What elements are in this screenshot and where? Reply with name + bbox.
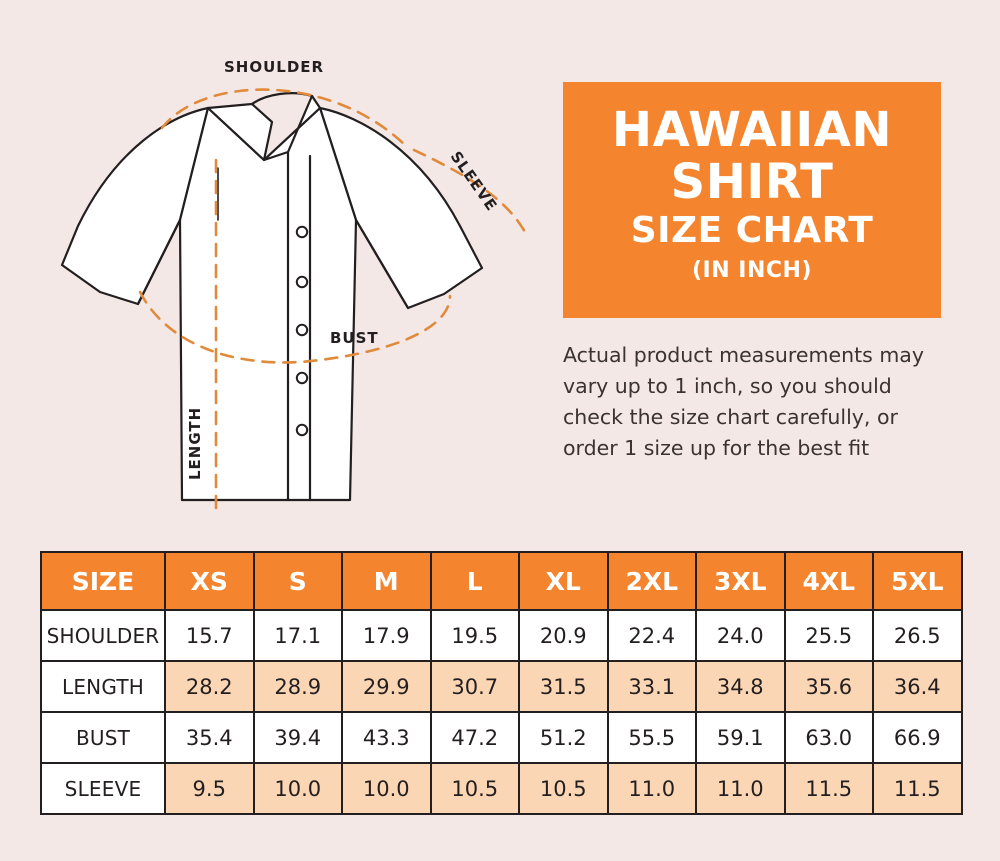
table-row — [41, 712, 962, 763]
row-label-sleeve: SLEEVE — [41, 763, 165, 814]
title-shirt: SHIRT — [670, 154, 834, 210]
cell-bust-4xl: 63.0 — [785, 712, 874, 763]
row-label-shoulder: SHOULDER — [41, 610, 165, 661]
column-header-xs: XS — [165, 552, 254, 610]
description-text: Actual product measurements may vary up to 1 inch, so you should check the size chart carefully, or order 1 size up for the best fit — [563, 343, 924, 460]
shoulder-label: SHOULDER — [224, 58, 325, 76]
cell-sleeve-s: 10.0 — [254, 763, 343, 814]
shirt-illustration — [20, 20, 540, 520]
cell-length-xs: 28.2 — [165, 661, 254, 712]
cell-length-5xl: 36.4 — [873, 661, 962, 712]
column-header-5xl: 5XL — [873, 552, 962, 610]
cell-length-xl: 31.5 — [519, 661, 608, 712]
cell-shoulder-xs: 15.7 — [165, 610, 254, 661]
cell-length-m: 29.9 — [342, 661, 431, 712]
cell-sleeve-xs: 9.5 — [165, 763, 254, 814]
column-header-2xl: 2XL — [608, 552, 697, 610]
cell-bust-m: 43.3 — [342, 712, 431, 763]
button-2 — [297, 277, 307, 287]
cell-bust-xl: 51.2 — [519, 712, 608, 763]
column-header-l: L — [431, 552, 520, 610]
cell-sleeve-m: 10.0 — [342, 763, 431, 814]
cell-sleeve-4xl: 11.5 — [785, 763, 874, 814]
cell-shoulder-m: 17.9 — [342, 610, 431, 661]
cell-bust-s: 39.4 — [254, 712, 343, 763]
button-5 — [297, 425, 307, 435]
cell-length-s: 28.9 — [254, 661, 343, 712]
row-label-bust: BUST — [41, 712, 165, 763]
cell-sleeve-l: 10.5 — [431, 763, 520, 814]
button-1 — [297, 227, 307, 237]
table-row — [41, 763, 962, 814]
row-label-length: LENGTH — [41, 661, 165, 712]
column-header-m: M — [342, 552, 431, 610]
column-header-xl: XL — [519, 552, 608, 610]
cell-shoulder-4xl: 25.5 — [785, 610, 874, 661]
cell-length-l: 30.7 — [431, 661, 520, 712]
title-hawaiian: HAWAIIAN — [611, 102, 893, 158]
size-table-wrapper — [40, 551, 960, 815]
shirt-body-shape — [180, 108, 356, 500]
cell-bust-xs: 35.4 — [165, 712, 254, 763]
cell-sleeve-3xl: 11.0 — [696, 763, 785, 814]
column-header-size: SIZE — [41, 552, 165, 610]
cell-bust-l: 47.2 — [431, 712, 520, 763]
column-header-4xl: 4XL — [785, 552, 874, 610]
cell-sleeve-5xl: 11.5 — [873, 763, 962, 814]
sleeve-label: SLEEVE — [446, 147, 501, 215]
bust-label: BUST — [330, 329, 379, 347]
column-header-3xl: 3XL — [696, 552, 785, 610]
table-header-row — [41, 552, 962, 610]
title-unit: (IN INCH) — [691, 258, 813, 283]
button-4 — [297, 373, 307, 383]
cell-shoulder-s: 17.1 — [254, 610, 343, 661]
cell-bust-5xl: 66.9 — [873, 712, 962, 763]
cell-length-4xl: 35.6 — [785, 661, 874, 712]
shirt-diagram-svg — [20, 20, 540, 520]
cell-shoulder-l: 19.5 — [431, 610, 520, 661]
cell-sleeve-xl: 10.5 — [519, 763, 608, 814]
cell-sleeve-2xl: 11.0 — [608, 763, 697, 814]
cell-shoulder-xl: 20.9 — [519, 610, 608, 661]
table-row — [41, 610, 962, 661]
cell-bust-3xl: 59.1 — [696, 712, 785, 763]
cell-shoulder-3xl: 24.0 — [696, 610, 785, 661]
length-label: LENGTH — [186, 406, 204, 480]
button-3 — [297, 325, 307, 335]
table-row — [41, 661, 962, 712]
cell-shoulder-5xl: 26.5 — [873, 610, 962, 661]
column-header-s: S — [254, 552, 343, 610]
cell-bust-2xl: 55.5 — [608, 712, 697, 763]
title-box — [563, 82, 941, 318]
cell-length-2xl: 33.1 — [608, 661, 697, 712]
size-chart-table — [40, 551, 963, 815]
cell-shoulder-2xl: 22.4 — [608, 610, 697, 661]
header-panel — [563, 82, 941, 464]
cell-length-3xl: 34.8 — [696, 661, 785, 712]
title-size-chart: SIZE CHART — [630, 210, 874, 251]
